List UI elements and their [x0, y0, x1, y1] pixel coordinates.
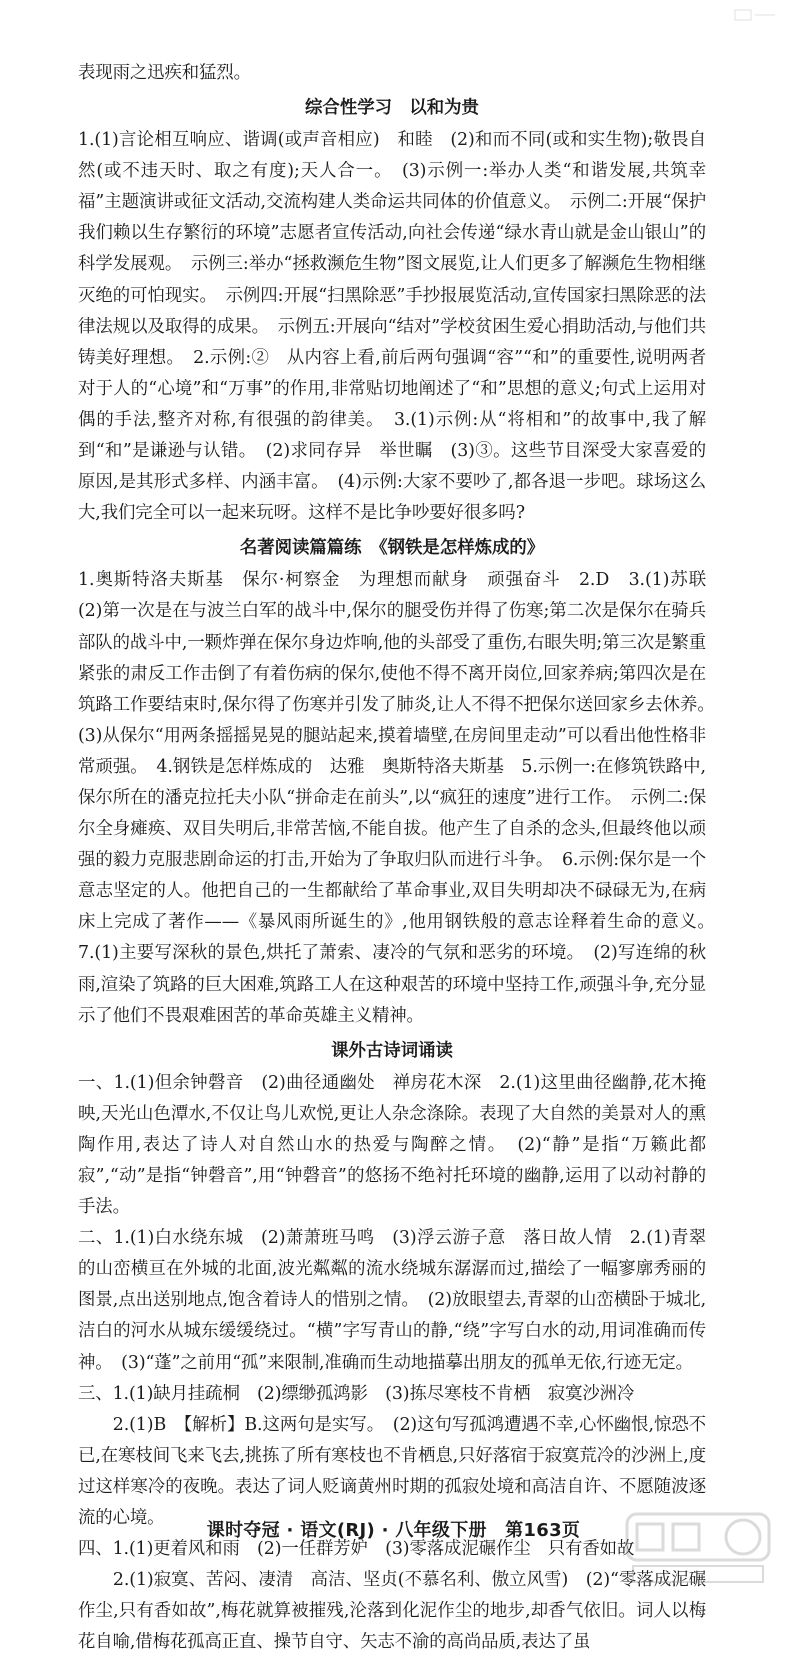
answer-paragraph: 2.(1)B 【解析】B.这两句是实写。 (2)这句写孤鸿遭遇不幸,心怀幽恨,惊恐不已,在寒枝间飞来飞去,挑拣了所有寒枝也不肯栖息,只好落宿于寂寞荒冷的沙洲上,度过这样寒冷的夜晚。表达了词人贬谪黄州时期的孤寂处境和高洁自许、不愿随波逐流的心境。: [78, 1414, 706, 1529]
section-heading: 课外古诗词诵读: [331, 1040, 453, 1061]
answer-page-body: [78, 58, 724, 1659]
page-footer: 课时夺冠 · 语文(RJ) · 八年级下册 第163页: [206, 1520, 581, 1541]
answer-paragraph: 一、1.(1)但余钟磬音 (2)曲径通幽处 禅房花木深 2.(1)这里曲径幽静,花木掩映,天光山色潭水,不仅让鸟儿欢悦,更让人杂念涤除。表现了大自然的美景对人的熏陶作用,表达了诗人对自然山水的热爱与陶醉之情。 (2)“静”是指“万籁此都寂”,“动”是指“钟磬音”,用“钟磬音”的悠扬不绝衬托环境的幽静,运用了以动衬静的手法。: [78, 1072, 706, 1218]
answer-paragraph: 1.(1)言论相互响应、谐调(或声音相应) 和睦 (2)和而不同(或和实生物);敬畏自然(或不违天时、取之有度);天人合一。 (3)示例一:举办人类“和谐发展,共筑幸福”主题演讲或征文活动,交流构建人类命运共同体的价值意义。 示例二:开展“保护我们赖以生存繁衍的环境”志愿者宣传活动,向社会传递“绿水青山就是金山银山”的科学发展观。 示例三:举办“拯救濒危生物”图文展览,让人们更多了解濒危生物相继灭绝的可怕现实。 示例四:开展“扫黑除恶”手抄报展览活动,宣传国家扫黑除恶的法律法规以及取得的成果。 示例五:开展向“结对”学校贫困生爱心捐助活动,与他们共铸美好理想。 2.示例:② 从内容上看,前后两句强调“容”“和”的重要性,说明两者对于人的“心境”和“万事”的作用,非常贴切地阐述了“和”思想的意义;句式上运用对偶的手法,整齐对称,有很强的韵律美。 3.(1)示例:从“将相和”的故事中,我了解到“和”是谦逊与认错。 (2)求同存异 举世瞩 (3)③。这些节目深受大家喜爱的原因,是其形式多样、内涵丰富。 (4)示例:大家不要吵了,都各退一步吧。球场这么大,我们完全可以一起来玩呀。这样不是比争吵要好很多吗?: [78, 130, 706, 524]
answer-paragraph: 1.奥斯特洛夫斯基 保尔·柯察金 为理想而献身 顽强奋斗 2.D 3.(1)苏联 (2)第一次是在与波兰白军的战斗中,保尔的腿受伤并得了伤寒;第二次是保尔在骑兵部队的战斗中,一颗炸弹在保尔身边炸响,他的头部受了重伤,右眼失明;第三次是繁重紧张的肃反工作击倒了有着伤病的保尔,使他不得不离开岗位,回家养病;第四次是在筑路工作要结束时,保尔得了伤寒并引发了肺炎,让人不得不把保尔送回家乡去休养。 (3)从保尔“用两条摇摇晃晃的腿站起来,摸着墙壁,在房间里走动”可以看出他性格非常顽强。 4.钢铁是怎样炼成的 达雅 奥斯特洛夫斯基 5.示例一:在修筑铁路中,保尔所在的潘克拉托夫小队“拼命走在前头”,以“疯狂的速度”进行工作。 示例二:保尔全身瘫痪、双目失明后,非常苦恼,不能自拔。他产生了自杀的念头,但最终他以顽强的毅力克服悲剧命运的打击,开始为了争取归队而进行斗争。 6.示例:保尔是一个意志坚定的人。他把自己的一生都献给了革命事业,双目失明却决不碌碌无为,在病床上完成了著作——《暴风雨所诞生的》,他用钢铁般的意志诠释着生命的意义。 7.(1)主要写深秋的景色,烘托了萧索、凄冷的气氛和恶劣的环境。 (2)写连绵的秋雨,渲染了筑路的巨大困难,筑路工人在这种艰苦的环境中坚持工作,顽强斗争,充分显示了他们不畏艰难困苦的革命英雄主义精神。: [78, 570, 724, 1026]
section-heading: 名著阅读篇篇练 《钢铁是怎样炼成的》: [239, 538, 545, 559]
answer-paragraph: 四、1.(1)更着风和雨 (2)一任群芳妒 (3)零落成泥碾作尘 只有香如故: [78, 1539, 635, 1560]
answer-paragraph: 表现雨之迅疾和猛烈。: [78, 63, 251, 83]
watermark-logo: [623, 1508, 773, 1588]
answer-paragraph: 三、1.(1)缺月挂疏桐 (2)缥缈孤鸿影 (3)拣尽寒枝不肯栖 寂寞沙洲冷: [78, 1383, 635, 1404]
answer-paragraph: 二、1.(1)白水绕东城 (2)萧萧班马鸣 (3)浮云游子意 落日故人情 2.(1)青翠的山峦横亘在外城的北面,波光粼粼的流水绕城东潺潺而过,描绘了一幅寥廓秀丽的图景,点出送别地点,饱含着诗人的惜别之情。 (2)放眼望去,青翠的山峦横卧于城北,洁白的河水从城东缓缓绕过。“横”字写青山的静,“绕”字写白水的动,用词准确而传神。 (3)“蓬”之前用“孤”来限制,准确而生动地描摹出朋友的孤单无依,行迹无定。: [78, 1228, 706, 1373]
corner-scan-mark: [733, 6, 777, 24]
section-heading: 综合性学习 以和为贵: [305, 98, 479, 119]
answer-paragraph: 2.(1)寂寞、苦闷、凄清 高洁、坚贞(不慕名利、傲立风雪) (2)“零落成泥碾作尘,只有香如故”,梅花就算被摧残,沦落到化泥作尘的地步,却香气依旧。词人以梅花自喻,借梅花孤高正直、操节自守、矢志不渝的高尚品质,表达了虽: [78, 1570, 706, 1653]
